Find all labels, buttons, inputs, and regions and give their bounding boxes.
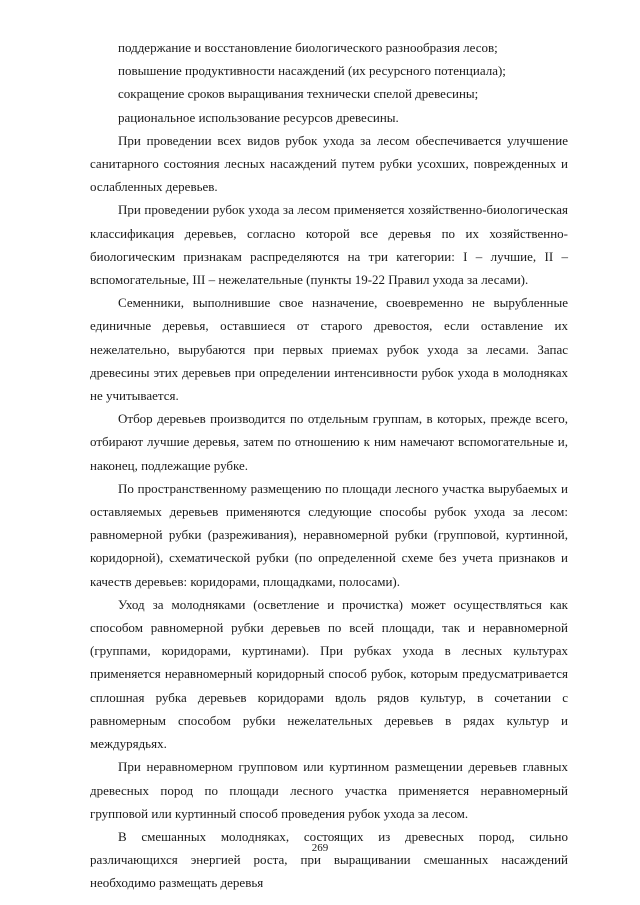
page-number: 269 [311,842,329,854]
paragraph: При неравномерном групповом или куртинном размещении деревьев главных древесных пород по площади лесного участка применяется неравномерный групповой или куртинный способ проведения рубок ухода за лесом. [90,759,568,821]
list-item: рациональное использование ресурсов древесины. [118,109,399,125]
paragraph: В смешанных молодняках, состоящих из древесных пород, сильно различающихся энергией роста, при выращивании смешанных насаждений необходимо размещать деревья [90,828,568,891]
body-text [90,36,568,895]
paragraph: Отбор деревьев производится по отдельным группам, в которых, прежде всего, отбирают лучшие деревья, затем по отношению к ним намечают вспомогательные и, наконец, подлежащие рубке. [90,411,568,473]
list-item: сокращение сроков выращивания технически спелой древесины; [118,86,479,102]
paragraph: При проведении рубок ухода за лесом применяется хозяйственно-биологическая классификация деревьев, согласно которой все деревья по их хозяйственно-биологическим признакам распределяются на три категории: I – лучшие, II – вспомогательные, III – нежелательные (пункты 19-22 Правил ухода за лесами). [90,202,568,288]
paragraph: Семенники, выполнившие свое назначение, своевременно не вырубленные единичные деревья, оставшиеся от старого древостоя, если оставление их нежелательно, вырубаются при первых приемах рубок ухода за лесами. Запас древесины этих деревьев при определении интенсивности рубок ухода в молодняках не учитывается. [90,295,568,404]
paragraph: По пространственному размещению по площади лесного участка вырубаемых и оставляемых деревьев применяются следующие способы рубок ухода за лесом: равномерной рубки (разреживания), неравномерной рубки (групповой, куртинной, коридорной), схематической рубки (по определенной схеме без учета признаков и качеств деревьев: коридорами, площадками, полосами). [90,480,568,589]
list-item: поддержание и восстановление биологического разнообразия лесов; [118,40,498,55]
paragraph: При проведении всех видов рубок ухода за лесом обеспечивается улучшение санитарного состояния лесных насаждений путем рубки усохших, поврежденных и ослабленных деревьев. [90,132,568,195]
paragraph: Уход за молодняками (осветление и прочистка) может осуществляться как способом равномерной рубки деревьев по всей площади, так и неравномерной (группами, коридорами, куртинами). При рубках ухода в лесных культурах применяется неравномерный коридорный способ рубок, которым предусматривается сплошная рубка деревьев коридорами вдоль рядов культур, в сочетании с равномерным способом рубки нежелательных деревьев в рядах культур и междурядьях. [90,596,568,752]
list-item: повышение продуктивности насаждений (их ресурсного потенциала); [118,63,506,79]
